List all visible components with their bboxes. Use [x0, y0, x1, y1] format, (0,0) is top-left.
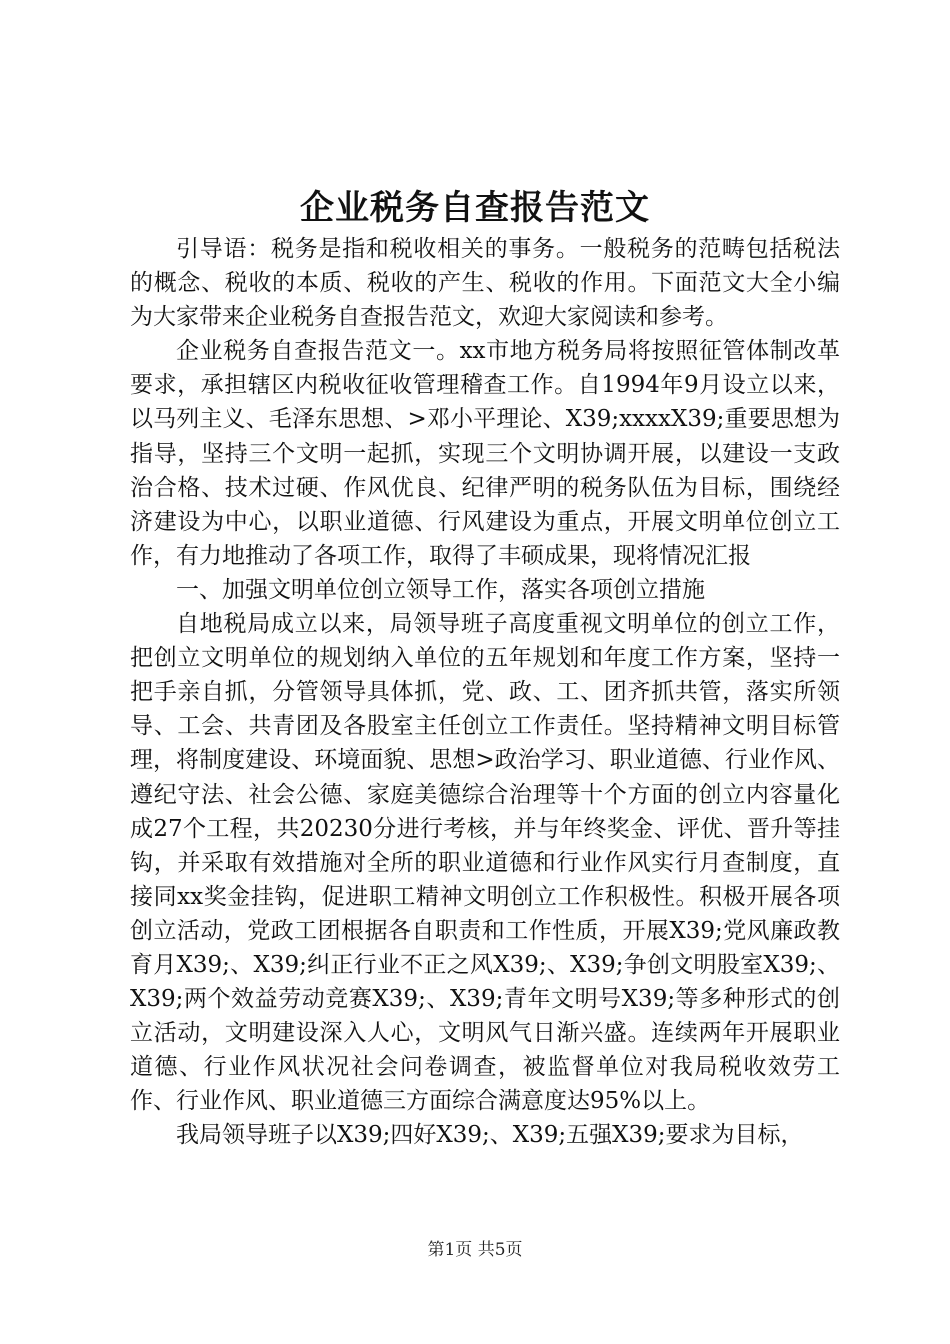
paragraph-section-1-body: 自地税局成立以来，局领导班子高度重视文明单位的创立工作，把创立文明单位的规划纳入单位的五年规划和年度工作方案，坚持一把手亲自抓，分管领导具体抓，党、政、工、团齐抓共管，落实所领导、工会、共青团及各股室主任创立工作责任。坚持精神文明目标管理，将制度建设、环境面貌、思想>政治学习、职业道德、行业作风、遵纪守法、社会公德、家庭美德综合治理等十个方面的创立内容量化成27个工程，共20230分进行考核，并与年终奖金、评优、晋升等挂钩，并采取有效措施对全所的职业道德和行业作风实行月查制度，直接同xx奖金挂钩，促进职工精神文明创立工作积极性。积极开展各项创立活动，党政工团根据各自职责和工作性质，开展X39;党风廉政教育月X39;、X39;纠正行业不正之风X39;、X39;争创文明股室X39;、X39;两个效益劳动竞赛X39;、X39;青年文明号X39;等多种形式的创立活动，文明建设深入人心，文明风气日渐兴盛。连续两年开展职业道德、行业作风状况社会问卷调查，被监督单位对我局税收效劳工作、行业作风、职业道德三方面综合满意度达95%以上。 [130, 611, 840, 1115]
paragraph-introduction: 引导语：税务是指和税收相关的事务。一般税务的范畴包括税法的概念、税收的本质、税收的产生、税收的作用。下面范文大全小编为大家带来企业税务自查报告范文，欢迎大家阅读和参考。 [130, 236, 840, 331]
page-footer: 第1页 共5页 [427, 1240, 523, 1260]
section-heading-1: 一、加强文明单位创立领导工作，落实各项创立措施 [176, 576, 705, 603]
document-title: 企业税务自查报告范文 [300, 188, 650, 228]
paragraph-report-intro: 企业税务自查报告范文一。xx市地方税务局将按照征管体制改革要求，承担辖区内税收征收管理稽查工作。自1994年9月设立以来，以马列主义、毛泽东思想、>邓小平理论、X39;xxxxX39;重要思想为指导，坚持三个文明一起抓，实现三个文明协调开展，以建设一支政治合格、技术过硬、作风优良、纪律严明的税务队伍为目标，围绕经济建设为中心，以职业道德、行风建设为重点，开展文明单位创立工作，有力地推动了各项工作，取得了丰硕成果，现将情况汇报 [130, 338, 840, 569]
document-body [130, 232, 840, 1153]
paragraph-leadership: 我局领导班子以X39;四好X39;、X39;五强X39;要求为目标， [176, 1122, 804, 1149]
